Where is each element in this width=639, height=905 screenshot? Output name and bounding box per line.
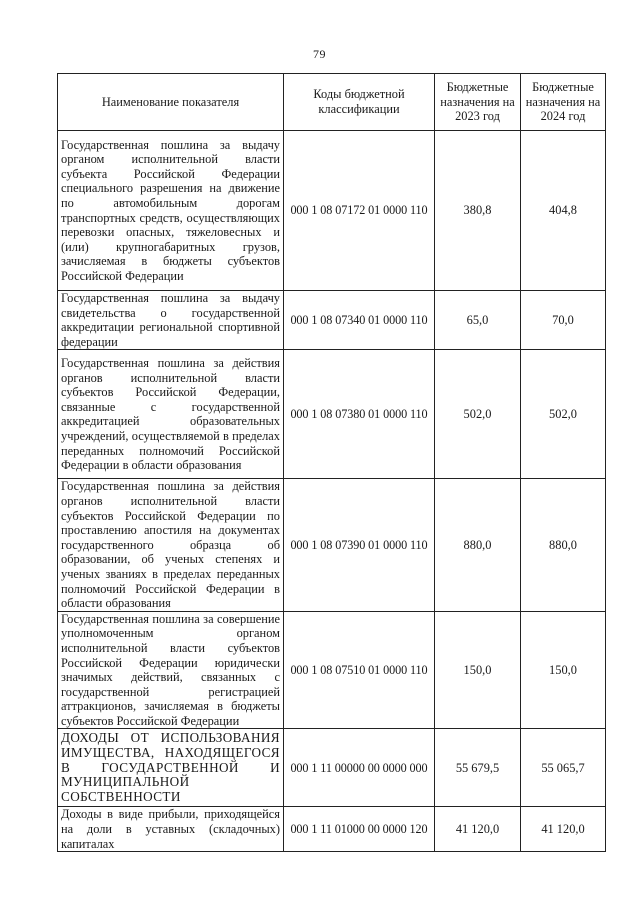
row-name: Государственная пошлина за действия органов исполнительной власти субъектов Российской Федерации по проставлению апостиля на документах государственного образца об образовании, об ученых степенях и ученых званиях в пределах переданных полномочий Российской Федерации в области образования	[58, 479, 284, 611]
table-row	[58, 807, 606, 852]
row-name: Государственная пошлина за совершение уполномоченным органом исполнительной власти субъектов Российской Федерации юридически значимых действий, связанных с государственной регистрацией аттракционов, зачисляемая в бюджеты субъектов Российской Федерации	[58, 611, 284, 729]
row-name: Государственная пошлина за действия органов исполнительной власти субъектов Российской Федерации, связанные с государственной аккредитацией образовательных учреждений, осуществляемой в пределах переданных полномочий Российской Федерации в области образования	[58, 350, 284, 479]
row-value-2023: 502,0	[435, 350, 521, 479]
table-row	[58, 131, 606, 291]
row-name: Доходы в виде прибыли, приходящейся на доли в уставных (складочных) капиталах	[58, 807, 284, 852]
table-row	[58, 479, 606, 611]
row-value-2023: 41 120,0	[435, 807, 521, 852]
header-name: Наименование показателя	[58, 74, 284, 131]
row-value-2024: 404,8	[521, 131, 606, 291]
row-value-2024: 55 065,7	[521, 729, 606, 807]
table-row	[58, 729, 606, 807]
row-value-2023: 65,0	[435, 291, 521, 350]
header-code: Коды бюджетной классификации	[284, 74, 435, 131]
table-header-row	[58, 74, 606, 131]
row-value-2023: 380,8	[435, 131, 521, 291]
page-number: 79	[313, 47, 326, 61]
row-value-2023: 150,0	[435, 611, 521, 729]
row-name: ДОХОДЫ ОТ ИСПОЛЬЗОВАНИЯ ИМУЩЕСТВА, НАХОДЯЩЕГОСЯ В ГОСУДАРСТВЕННОЙ И МУНИЦИПАЛЬНОЙ СОБСТВЕННОСТИ	[58, 729, 284, 807]
row-value-2023: 55 679,5	[435, 729, 521, 807]
row-value-2024: 70,0	[521, 291, 606, 350]
row-code: 000 1 11 00000 00 0000 000	[284, 729, 435, 807]
header-year-2023: Бюджетные назначения на 2023 год	[435, 74, 521, 131]
row-code: 000 1 08 07340 01 0000 110	[284, 291, 435, 350]
row-code: 000 1 08 07390 01 0000 110	[284, 479, 435, 611]
row-name: Государственная пошлина за выдачу свидетельства о государственной аккредитации региональной спортивной федерации	[58, 291, 284, 350]
row-code: 000 1 08 07172 01 0000 110	[284, 131, 435, 291]
row-value-2023: 880,0	[435, 479, 521, 611]
row-code: 000 1 11 01000 00 0000 120	[284, 807, 435, 852]
header-year-2024: Бюджетные назначения на 2024 год	[521, 74, 606, 131]
row-value-2024: 880,0	[521, 479, 606, 611]
row-name: Государственная пошлина за выдачу органом исполнительной власти субъекта Российской Федерации специального разрешения на движение по автомобильным дорогам транспортных средств, осуществляющих перевозки опасных, тяжеловесных и (или) крупногабаритных грузов, зачисляемая в бюджеты субъектов Российской Федерации	[58, 131, 284, 291]
row-code: 000 1 08 07380 01 0000 110	[284, 350, 435, 479]
row-code: 000 1 08 07510 01 0000 110	[284, 611, 435, 729]
table-row	[58, 611, 606, 729]
row-value-2024: 41 120,0	[521, 807, 606, 852]
row-value-2024: 502,0	[521, 350, 606, 479]
table-row	[58, 291, 606, 350]
table-row	[58, 350, 606, 479]
row-value-2024: 150,0	[521, 611, 606, 729]
budget-table	[57, 73, 606, 852]
